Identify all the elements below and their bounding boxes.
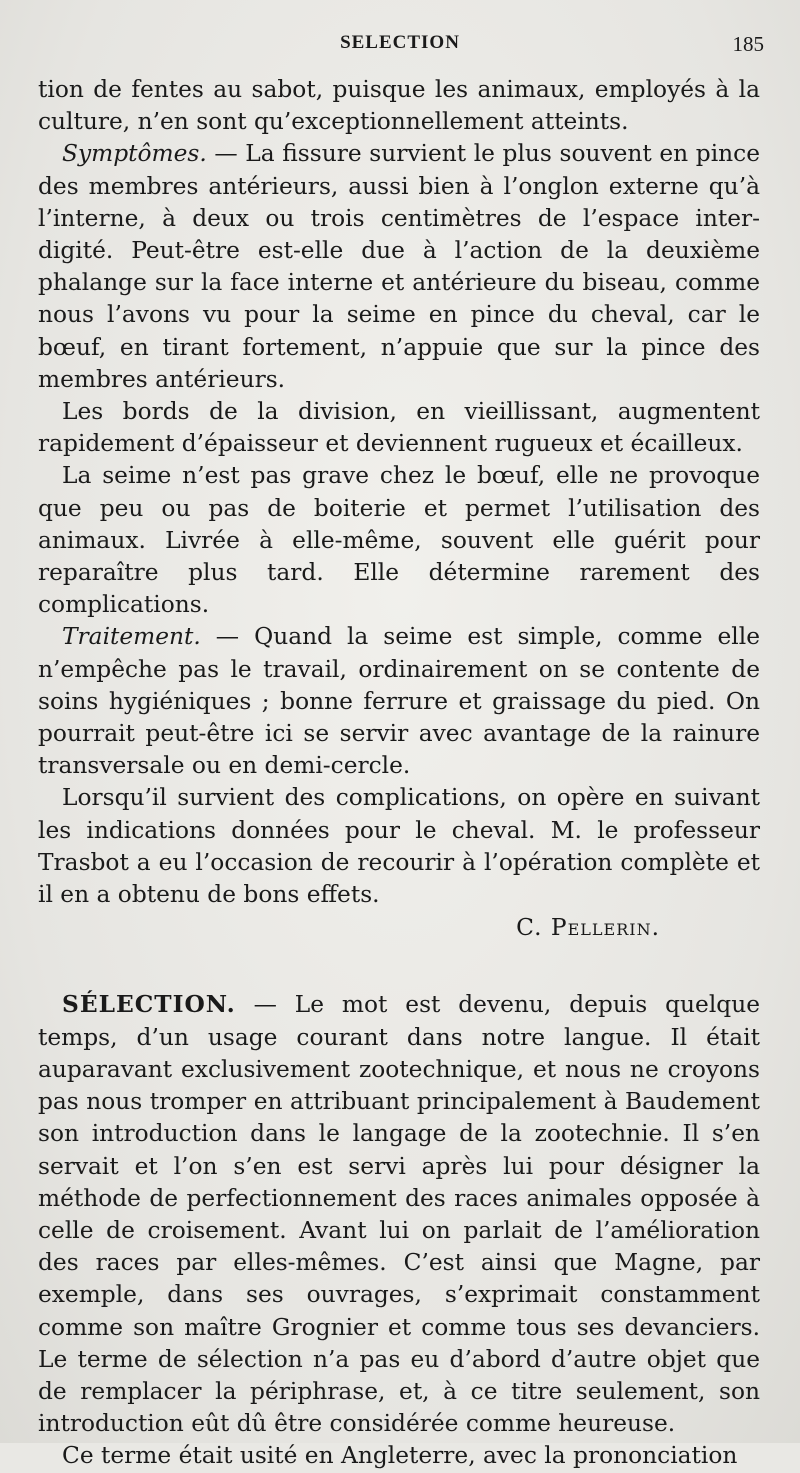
paragraph-severity: La seime n’est pas grave chez le bœuf, elle ne provoque que peu ou pas de boiterie et permet l’utilisation des animaux. Livrée à elle-même, souvent elle guérit pour reparaître plus tard. Elle détermine rarement des complications. — [38, 462, 760, 619]
paragraph-england: Ce terme était usité en Angleterre, avec la prononciation — [62, 1442, 738, 1470]
paragraph-selection — [38, 989, 760, 1440]
author-signature: C. Pellerin. — [516, 914, 660, 942]
entry-heading-selection: SÉLECTION. — [62, 991, 236, 1019]
treatment-heading: Traitement. — [62, 623, 201, 651]
paragraph-edges: Les bords de la division, en vieillissant, augmentent rapidement d’épaisseur et deviennent rugueux et écailleux. — [38, 398, 760, 458]
symptoms-text: — La fissure survient le plus souvent en pince des membres antérieurs, aussi bien à l’onglon externe qu’à l’interne, à deux ou trois centimètres de l’espace inter-digité. Peut-être est-elle due à l’action de la deuxième phalange sur la face interne et antérieure du biseau, comme nous l’avons vu pour la seime en pince du cheval, car le bœuf, en tirant fortement, n’appuie que sur la pince des membres antérieurs. — [38, 140, 760, 393]
selection-text: — Le mot est devenu, depuis quelque temps, d’un usage courant dans notre langue. Il était auparavant exclusivement zootechnique, et nous ne croyons pas nous tromper en attribuant principalement à Baudement son introduction dans le langage de la zootechnie. Il s’en servait et l’on s’en est servi après lui pour désigner la méthode de perfectionnement des races animales opposée à celle de croisement. Avant lui on parlait de l’amélioration des races par elles-mêmes. C’est ainsi que Magne, par exemple, dans ses ouvrages, s’exprimait constamment comme son maître Grognier et comme tous ses devanciers. Le terme de sélection n’a pas eu d’abord d’autre objet que de remplacer la périphrase, et, à ce titre seulement, son introduction eût dû être considérée comme heureuse. — [38, 991, 760, 1438]
paragraph-symptoms — [38, 138, 760, 396]
page-number: 185 — [732, 32, 764, 56]
symptoms-heading: Symptômes. — [62, 140, 207, 168]
body-text — [38, 74, 760, 1473]
running-head: SELECTION — [340, 32, 460, 53]
treatment-text: — Quand la seime est simple, comme elle n’empêche pas le travail, ordinairement on se contente de soins hygiéniques ; bonne ferrure et graissage du pied. On pourrait peut-être ici se servir avec avantage de la rainure transversale ou en demi-cercle. — [38, 623, 760, 780]
page-header — [0, 32, 800, 62]
paragraph-treatment — [38, 621, 760, 782]
section-gap — [38, 944, 760, 989]
paragraph-continuation: tion de fentes au sabot, puisque les animaux, employés à la culture, n’en sont qu’exceptionnellement atteints. — [38, 76, 760, 136]
paragraph-complications: Lorsqu’il survient des complications, on opère en suivant les indications données pour le cheval. M. le professeur Trasbot a eu l’occasion de recourir à l’opération complète et il en a obtenu de bons effets. — [38, 784, 760, 909]
